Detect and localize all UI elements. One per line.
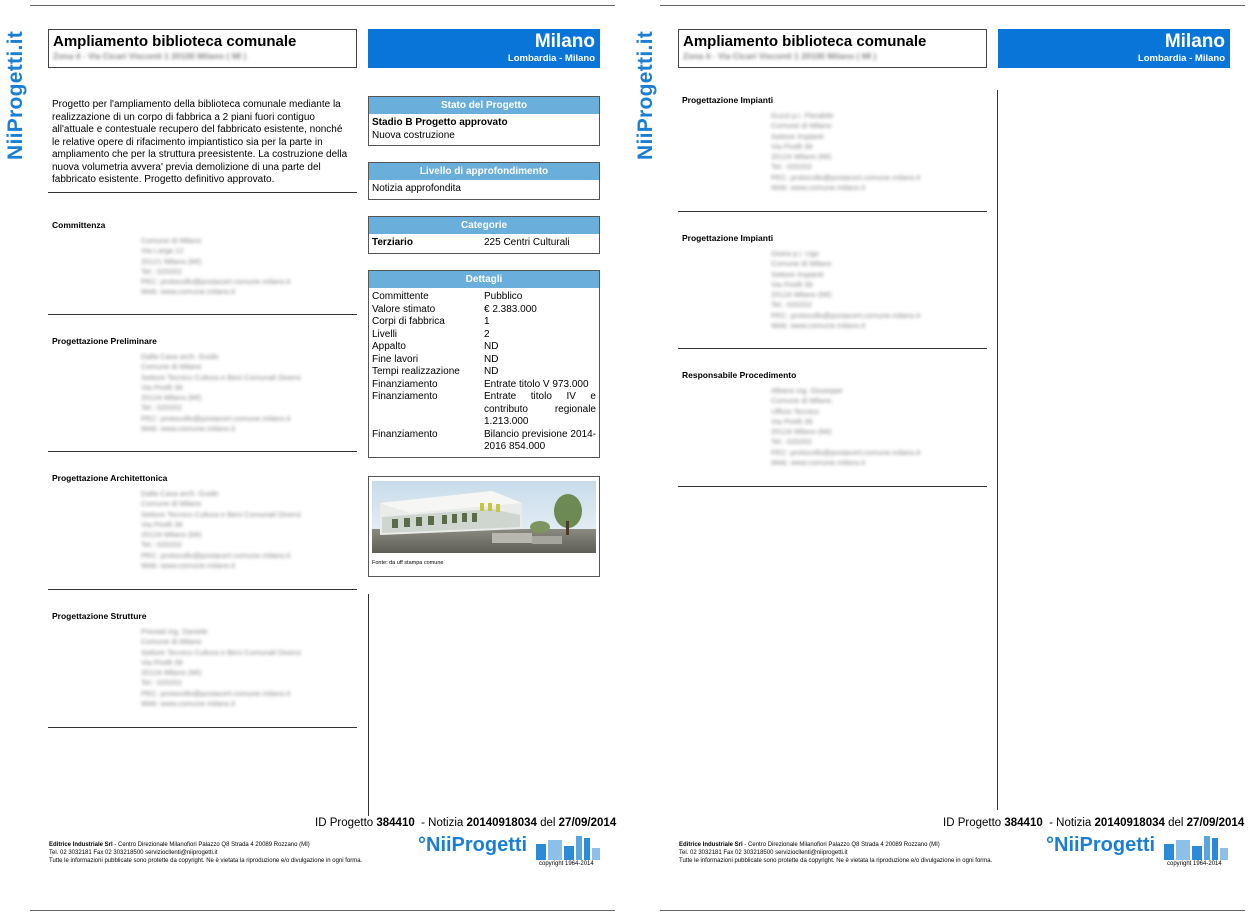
project-title: Ampliamento biblioteca comunale	[683, 33, 927, 50]
dettagli-key: Appalto	[372, 341, 406, 352]
dettagli-key: Committente	[372, 291, 429, 302]
dettagli-box	[368, 270, 600, 458]
dettagli-row	[372, 429, 596, 454]
contact-block: Comune di Milano Via Larga 12 20121 Milano (MI) Tel.: 020202 PEC: protocollo@postacert.comune.milano.it Web: www.comune.milano.it	[141, 236, 291, 297]
contact-block: Gioira p.i. Ugo Comune di Milano Settore Impianti Via Pirelli 39 20124 Milano (MI) Tel.: 020202 PEC: protocollo@postacert.comune.milano.it Web: www.comune.milano.it	[771, 249, 921, 331]
city-box	[368, 29, 600, 68]
divider	[678, 486, 987, 487]
section-title: Progettazione Architettonica	[52, 473, 168, 483]
section-title: Committenza	[52, 220, 106, 230]
section-progettazione-impianti	[682, 95, 773, 105]
section-title: Progettazione Strutture	[52, 611, 147, 621]
dettagli-key: Livelli	[372, 328, 398, 340]
dettagli-value: Pubblico	[484, 291, 523, 302]
building-photo	[372, 481, 596, 553]
dettagli-row	[372, 391, 596, 429]
dettagli-row	[372, 329, 596, 342]
section-progettazione-preliminare	[52, 336, 157, 346]
divider	[48, 192, 357, 193]
livello-box	[368, 162, 600, 200]
contact-block: Albano ing. Giuseppe Comune di Milano Ufficio Tecnico Via Pirelli 39 20124 Milano (MI) Tel.: 020202 PEC: protocollo@postacert.comune.milano.it Web: www.comune.milano.it	[771, 386, 921, 468]
page-bottom-rule	[30, 910, 615, 911]
image-caption: Fonte: da uff stampa comune	[372, 560, 444, 566]
region: Lombardia - Milano	[1137, 53, 1225, 64]
stato-stage: Stadio B Progetto approvato	[372, 117, 508, 128]
contact-block: Dalla Casa arch. Guido Comune di Milano Settore Tecnico Cultura e Beni Comunali Diversi Via Pirelli 39 20124 Milano (MI) Tel.: 020202 PEC: protocollo@postacert.comune.milano.it Web: www.comune.milano.it	[141, 352, 301, 434]
brand-logo: °NiiProgetti	[1046, 834, 1228, 860]
dettagli-row	[372, 354, 596, 367]
column-rule	[997, 90, 998, 810]
dettagli-row	[372, 341, 596, 354]
contact-block: Dalla Casa arch. Guido Comune di Milano Settore Tecnico Cultura e Beni Comunali Diversi Via Pirelli 39 20124 Milano (MI) Tel.: 020202 PEC: protocollo@postacert.comune.milano.it Web: www.comune.milano.it	[141, 489, 301, 571]
categoria-value: 225 Centri Culturali	[484, 237, 570, 248]
city: Milano	[534, 31, 595, 52]
copyright: copyright 1964-2014	[1167, 861, 1222, 867]
dettagli-row	[372, 316, 596, 329]
document-page-2: NiiProgetti.it Ampliamento biblioteca comunale Zona 4 - Via Cicari Visconti 1 20100 Milano ( MI ) Milano Lombardia - Milano Progettazione Impianti Guzzi p.i. Pierabile Comune di Milano Settore Impianti Via Pirelli 39 20124 Milano (MI) Tel.: 020202 PEC: protocollo@postacert.comune.milano.it Web: www.comune.milano.it Progettazione Impianti Gioira p.i. Ugo Comune di Milano Settore Impianti Via Pirelli 39 20124 Milano (MI) Tel.: 020202 PEC: protocollo@postacert.comune.milano.it Web: www.comune.milano.it Responsabile Procedimento Albano ing. Giuseppe Comune di Milano Ufficio Tecnico Via Pirelli 39 20124 Milano (MI) Tel.: 020202 PEC: protocollo@postacert.comune.milano.it Web: www.comune.milano.it ID Progetto 384410 - Notizia 20140918034 del 27/09/2014 Editrice Industriale Srl - Centro Direzionale Milanofiori Palazzo Q8 Strada 4 20089 Rozzano (MI) Tel. 02 3032181 Fax 02 303218500 serviziocllenti@niiprogetti.it Tutte le informazioni pubblicate sono protette da copyright. Ne è vietata la riproduzione e/o divulgazione in ogni forma. °NiiProgetti copyright 1964-2014	[630, 0, 1260, 912]
categoria-key: Terziario	[372, 237, 413, 248]
divider	[678, 348, 987, 349]
image-box	[368, 476, 600, 577]
section-responsabile-procedimento	[682, 370, 796, 380]
section-title: Responsabile Procedimento	[682, 370, 797, 380]
contact-block: Previati ing. Daniele Comune di Milano Settore Tecnico Cultura e Beni Comunali Diversi Via Pirelli 39 20124 Milano (MI) Tel.: 020202 PEC: protocollo@postacert.comune.milano.it Web: www.comune.milano.it	[141, 627, 301, 709]
page-top-rule	[660, 5, 1245, 6]
dettagli-value: Entrate titolo V 973.000	[484, 378, 589, 390]
dettagli-key: Tempi realizzazione	[372, 366, 460, 377]
dettagli-value: 1	[484, 316, 490, 327]
project-description: Progetto per l'ampliamento della biblioteca comunale mediante la realizzazione di un corpo di fabbrica a 2 piani fuori contiguo all'attuale e contestuale recupero del fabbricato esistente, nonché le relative opere di rifacimento impiantistico sia per la parte in ampliamento che per la struttura preesistente. La costruzione della nuova volumetria avvera' previa demolizione di una parte del fabbricato esistente. Progetto definitivo approvato.	[52, 99, 348, 185]
section-title: Progettazione Impianti	[682, 95, 774, 105]
section-progettazione-impianti	[682, 233, 773, 243]
project-title: Ampliamento biblioteca comunale	[53, 33, 297, 50]
dettagli-row	[372, 304, 596, 317]
divider	[678, 211, 987, 212]
categorie-box	[368, 216, 600, 254]
city: Milano	[1164, 31, 1225, 52]
copyright: copyright 1964-2014	[539, 861, 594, 867]
brand-logo: °NiiProgetti	[418, 834, 600, 860]
box-header: Livello di approfondimento	[369, 163, 599, 180]
contact-block: Guzzi p.i. Pierabile Comune di Milano Settore Impianti Via Pirelli 39 20124 Milano (MI) Tel.: 020202 PEC: protocollo@postacert.comune.milano.it Web: www.comune.milano.it	[771, 111, 921, 193]
section-progettazione-architettonica	[52, 473, 167, 483]
box-header: Categorie	[369, 217, 599, 234]
project-id-line: ID Progetto 384410 - Notizia 20140918034 del 27/09/2014	[943, 817, 1245, 829]
livello-value: Notizia approfondita	[372, 183, 461, 194]
dettagli-row	[372, 379, 596, 392]
dettagli-value: ND	[484, 353, 499, 365]
divider	[48, 589, 357, 590]
section-title: Progettazione Preliminare	[52, 336, 157, 346]
buildings-icon	[1164, 834, 1230, 860]
city-box	[998, 29, 1230, 68]
section-title: Progettazione Impianti	[682, 233, 774, 243]
column-rule	[368, 594, 369, 816]
dettagli-key: Finanziamento	[372, 378, 438, 390]
project-address: Zona 4 - Via Cicari Visconti 1 20100 Milano ( MI )	[683, 51, 877, 61]
divider	[48, 451, 357, 452]
buildings-icon	[536, 834, 602, 860]
dettagli-value: Bilancio previsione 2014-2016 854.000	[484, 428, 596, 452]
dettagli-value: ND	[484, 366, 499, 377]
title-box	[678, 29, 987, 68]
title-box	[48, 29, 357, 68]
dettagli-key: Valore stimato	[372, 303, 436, 315]
region: Lombardia - Milano	[507, 53, 595, 64]
dettagli-value: Entrate titolo IV e contributo regionale 1.213.000	[484, 391, 596, 427]
dettagli-value: € 2.383.000	[484, 303, 537, 315]
dettagli-value: ND	[484, 341, 499, 352]
box-header: Dettagli	[369, 271, 599, 288]
divider	[48, 727, 357, 728]
dettagli-key: Corpi di fabbrica	[372, 316, 445, 327]
page-bottom-rule	[660, 910, 1245, 911]
section-progettazione-strutture	[52, 611, 146, 621]
dettagli-value: 2	[484, 328, 490, 340]
stato-type: Nuova costruzione	[372, 129, 455, 141]
project-id-line: ID Progetto 384410 - Notizia 20140918034 del 27/09/2014	[315, 817, 617, 829]
footer: Editrice Industriale Srl - Centro Direzionale Milanofiori Palazzo Q8 Strada 4 20089 Rozzano (MI) Tel. 02 3032181 Fax 02 303218500 serviziocllenti@niiprogetti.it Tutte le informazioni pubblicate sono protette da copyright. Ne è vietata la riproduzione e/o divulgazione in ogni forma.	[49, 842, 363, 864]
document-page-1: NiiProgetti.it Ampliamento biblioteca comunale Zona 4 - Via Cicari Visconti 1 20100 Milano ( MI ) Milano Lombardia - Milano Progetto per l'ampliamento della biblioteca comunale mediante la realizzazione di un corpo di fabbrica a 2 piani fuori contiguo all'attuale e contestuale recupero del fabbricato esistente, nonché le relative opere di rifacimento impiantistico sia per la parte in ampliamento che per la struttura preesistente. La costruzione della nuova volumetria avvera' previa demolizione di una parte del fabbricato esistente. Progetto definitivo approvato. Committenza Comune di Milano Via Larga 12 20121 Milano (MI) Tel.: 020202 PEC: protocollo@postacert.comune.milano.it Web: www.comune.milano.it Progettazione Preliminare Dalla Casa arch. Guido Comune di Milano Settore Tecnico Cultura e Beni Comunali Diversi Via Pirelli 39 20124 Milano (MI) Tel.: 020202 PEC: protocollo@postacert.comune.milano.it Web: www.comune.milano.it Progettazione Architettonica Dalla Casa arch. Guido Comune di Milano Settore Tecnico Cultura e Beni Comunali Diversi Via Pirelli 39 20124 Milano (MI) Tel.: 020202 PEC: protocollo@postacert.comune.milano.it Web: www.comune.milano.it Progettazione Strutture Previati ing. Daniele Comune di Milano Settore Tecnico Cultura e Beni Comunali Diversi Via Pirelli 39 20124 Milano (MI) Tel.: 020202 PEC: protocollo@postacert.comune.milano.it Web: www.comune.milano.it Stato del Progetto Stadio B Progetto approvato Nuova costruzione Livello di approfondimento Notizia approfondita Categorie Terziario 225 Centri Culturali Dettagli Committente Pubblico Valore stimato € 2.383.000 Corpi di fabbrica 1 Livelli 2 Appalto ND Fine lavori ND Tempi realizzazione ND Finanziamento Entrate titolo V 973.000 Finanziamento Entrate titolo IV e contributo regionale 1.213.000 Finanziamento Bilancio previsione 2014-2016 854.000 Fonte: da uff stampa comune ID Progetto 384410 - Notizia 20140918034 del 27/09/2014 Editrice Industriale Srl - Centro Direzionale Milanofiori Palazzo Q8 Strada 4 20089 Rozzano (MI) Tel. 02 3032181 Fax 02 303218500 serviziocllenti@niiprogetti.it Tutte le informazioni pubblicate sono protette da copyright. Ne è vietata la riproduzione e/o divulgazione in ogni forma. °NiiProgetti copyright 1964-2014	[0, 0, 630, 912]
dettagli-row	[372, 366, 596, 379]
stato-box	[368, 96, 600, 146]
dettagli-key: Finanziamento	[372, 428, 438, 440]
dettagli-key: Fine lavori	[372, 353, 419, 365]
dettagli-table	[369, 288, 599, 457]
dettagli-key: Finanziamento	[372, 391, 438, 402]
page-top-rule	[30, 5, 615, 6]
project-address: Zona 4 - Via Cicari Visconti 1 20100 Milano ( MI )	[53, 51, 247, 61]
box-header: Stato del Progetto	[369, 97, 599, 114]
divider	[48, 314, 357, 315]
section-committenza	[52, 220, 105, 230]
footer: Editrice Industriale Srl - Centro Direzionale Milanofiori Palazzo Q8 Strada 4 20089 Rozzano (MI) Tel. 02 3032181 Fax 02 303218500 serviziocllenti@niiprogetti.it Tutte le informazioni pubblicate sono protette da copyright. Ne è vietata la riproduzione e/o divulgazione in ogni forma.	[679, 842, 993, 864]
dettagli-row	[372, 291, 596, 304]
